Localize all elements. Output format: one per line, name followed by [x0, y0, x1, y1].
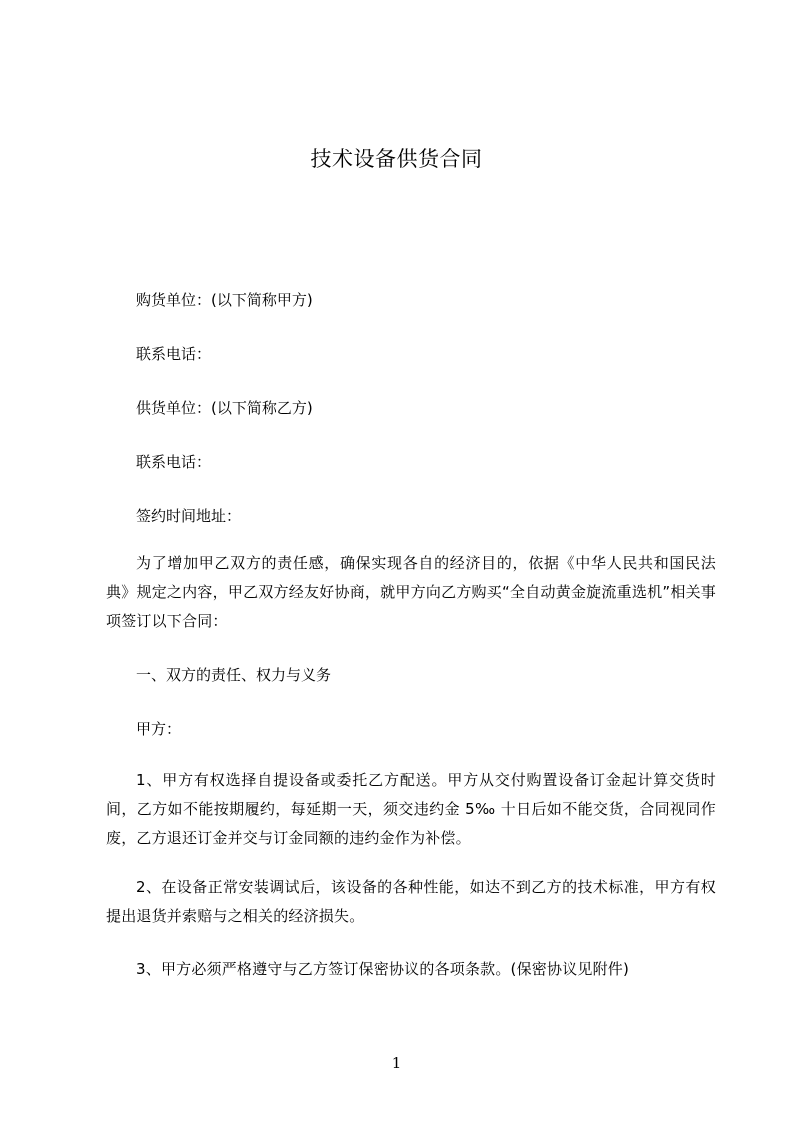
- clause-1: 1、甲方有权选择自提设备或委托乙方配送。甲方从交付购置设备订金起计算交货时间，乙方如不能按期履约，每延期一天，须交违约金 5‰ 十日后如不能交货，合同视同作废，乙方退还订金并交与订金同额的违约金作为补偿。: [106, 771, 716, 847]
- clause-2: 2、在设备正常安装调试后，该设备的各种性能，如达不到乙方的技术标准，甲方有权提出退货并索赔与之相关的经济损失。: [106, 878, 716, 925]
- section-heading: 一、双方的责任、权力与义务: [136, 666, 332, 684]
- buyer-phone-field: 联系电话：: [136, 345, 212, 363]
- buyer-field: 购货单位：(以下简称甲方): [136, 291, 313, 309]
- document-title: 技术设备供货合同: [310, 147, 483, 171]
- supplier-field: 供货单位：(以下简称乙方): [136, 399, 313, 417]
- page-number: 1: [391, 1054, 402, 1072]
- supplier-phone-field: 联系电话：: [136, 453, 212, 471]
- party-a-label: 甲方：: [136, 720, 182, 738]
- sign-time-place-field: 签约时间地址：: [136, 507, 242, 525]
- clause-3: 3、甲方必须严格遵守与乙方签订保密协议的各项条款。(保密协议见附件): [136, 960, 630, 978]
- intro-paragraph: 为了增加甲乙双方的责任感，确保实现各自的经济目的，依据《中华人民共和国民法典》规定之内容，甲乙双方经友好协商，就甲方向乙方购买“全自动黄金旋流重选机”相关事项签订以下合同：: [106, 554, 716, 630]
